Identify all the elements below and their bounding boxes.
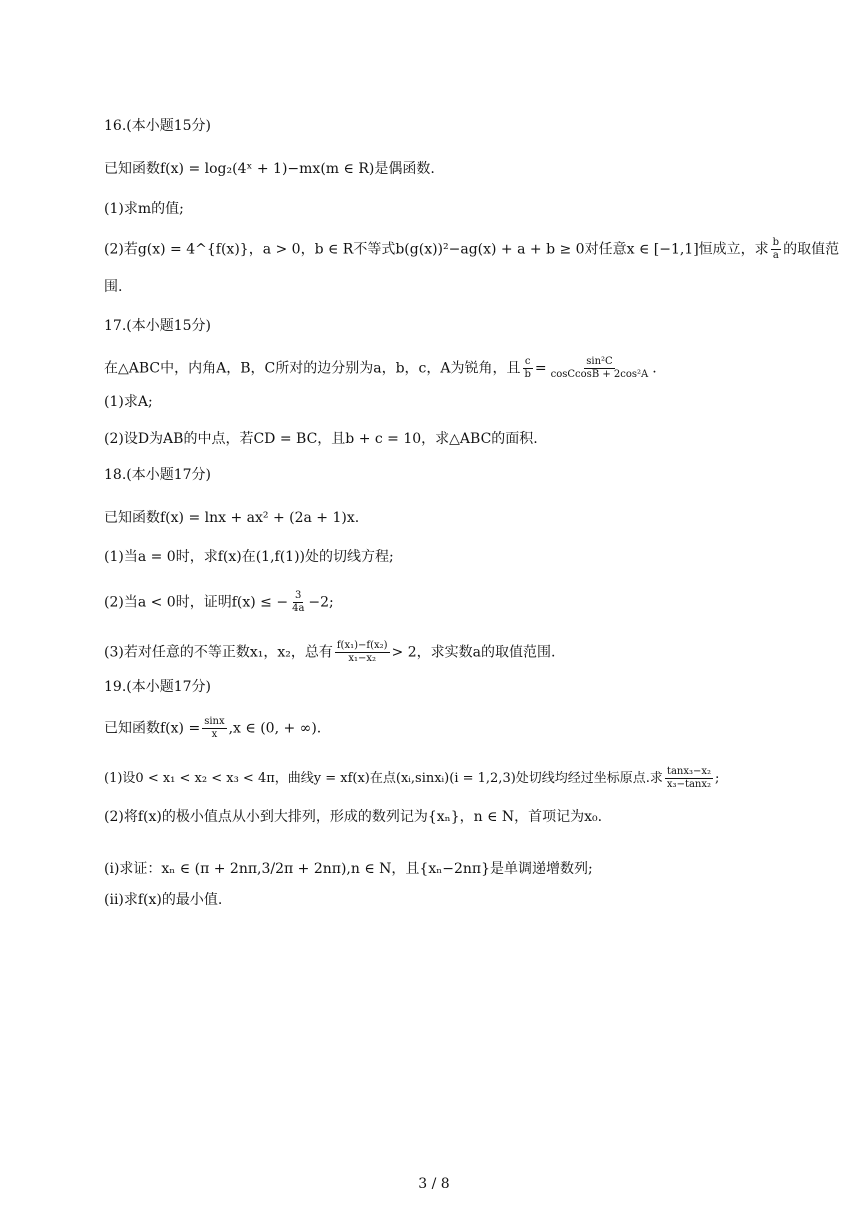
q18-stem: 已知函数f(x) = lnx + ax² + (2a + 1)x. [104,510,360,526]
page-number: 3 / 8 [418,1176,450,1192]
fraction-numerator: 3 [295,590,302,601]
q17-equals: = [534,360,547,377]
fraction-numerator: f(x₁)−f(x₂) [336,640,388,651]
q16-part2-text-b: 的取值范 [783,241,840,258]
q19-part1-text-b: ; [715,771,720,786]
q19-part2: (2)将f(x)的极小值点从小到大排列，形成的数列记为{xₙ}，n ∈ N，首项记为x₀. [104,809,603,825]
q19-part1-text-a: (1)设0 < x₁ < x₂ < x₃ < 4π，曲线y = xf(x)在点(xᵢ,sinxᵢ)(i = 1,2,3)处切线均经过坐标原点.求 [104,771,663,786]
q16-title: 16.(本小题15分) [104,118,212,134]
fraction-denominator: x₃−tanx₂ [666,779,712,790]
q17-title: 17.(本小题15分) [104,318,212,334]
q16-part2-text-a: (2)若g(x) = 4^{f(x)}，a > 0，b ∈ R不等式b(g(x))²−ag(x) + a + b ≥ 0对任意x ∈ [−1,1]恒成立，求 [104,241,769,258]
q17-stem [104,356,657,381]
fraction-denominator: b [524,369,531,380]
q18-part3-text-b: > 2，求实数a的取值范围. [391,644,556,661]
q17-stem-end: . [652,360,657,377]
fraction-denominator: x [211,729,218,740]
q19-stem-text-b: ,x ∈ (0, + ∞). [228,720,322,737]
q19-part1 [104,766,719,791]
q16-part1: (1)求m的值; [104,201,184,217]
q18-title: 18.(本小题17分) [104,467,212,483]
q17-fraction-sine [549,356,651,381]
q16-stem: 已知函数f(x) = log₂(4ˣ + 1)−mx(m ∈ R)是偶函数. [104,161,435,177]
q18-part2-fraction [290,590,306,615]
q17-part2: (2)设D为AB的中点，若CD = BC，且b + c = 10，求△ABC的面积. [104,431,538,447]
fraction-denominator: cosCcosB + 2cos²A [550,369,649,380]
q18-part2-text-a: (2)当a < 0时，证明f(x) ≤ − [104,594,289,611]
q16-part2-continued: 围. [104,279,123,295]
fraction-numerator: c [524,356,531,367]
q19-part2-ii: (ii)求f(x)的最小值. [104,892,223,908]
q16-part2-fraction [771,237,781,262]
q18-part3 [104,640,555,665]
fraction-denominator: 4a [292,603,305,614]
q17-part1: (1)求A; [104,394,153,410]
q18-part3-fraction [335,640,390,665]
q19-stem [104,716,321,741]
q19-title: 19.(本小题17分) [104,679,212,695]
fraction-denominator: a [772,250,779,261]
q18-part3-text-a: (3)若对任意的不等正数x₁，x₂，总有 [104,644,333,661]
q18-part1: (1)当a = 0时，求f(x)在(1,f(1))处的切线方程; [104,549,394,565]
fraction-numerator: sin²C [586,356,613,367]
q19-part2-i: (i)求证：xₙ ∈ (π + 2nπ,3/2π + 2nπ),n ∈ N，且{xₙ−2nπ}是单调递增数列; [104,861,593,877]
q17-stem-text: 在△ABC中，内角A，B，C所对的边分别为a，b，c，A为锐角，且 [104,360,521,377]
fraction-numerator: b [772,237,780,248]
q19-part1-fraction [665,766,713,791]
fraction-denominator: x₁−x₂ [348,653,377,664]
q16-part2 [104,237,839,262]
q17-fraction-c-over-b [523,356,533,381]
fraction-numerator: tanx₃−x₂ [666,766,712,777]
q18-part2 [104,590,334,615]
q19-stem-text-a: 已知函数f(x) = [104,720,201,737]
fraction-numerator: sinx [204,716,225,727]
q19-stem-fraction [202,716,226,741]
q18-part2-text-b: −2; [308,594,334,611]
